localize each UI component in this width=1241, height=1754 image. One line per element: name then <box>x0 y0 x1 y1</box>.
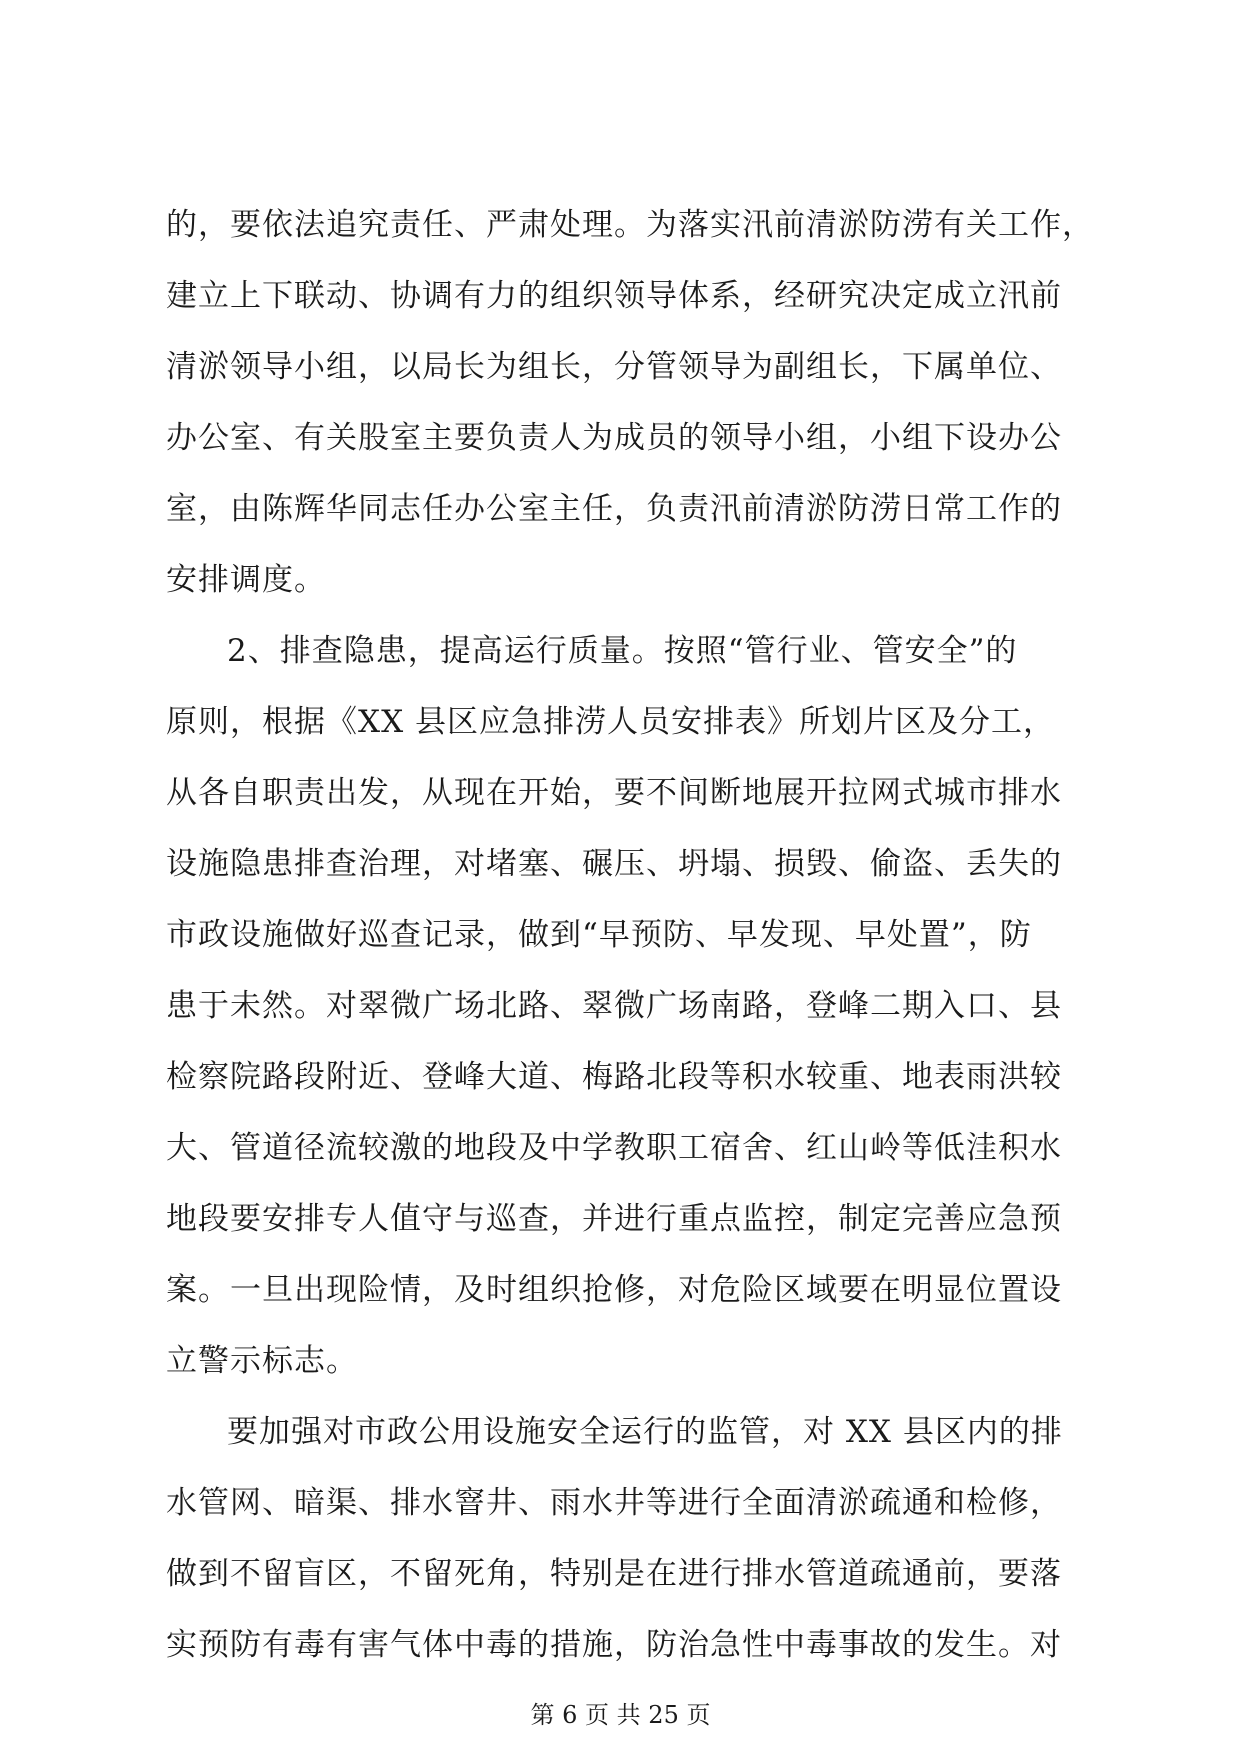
text-line: 立警示标志。 <box>166 1343 358 1379</box>
text-line: 室，由陈辉华同志任办公室主任，负责汛前清淤防涝日常工作的 <box>166 491 1062 527</box>
paragraph-first-line: 要加强对市政公用设施安全运行的监管，对 XX 县区内的排 <box>227 1414 1063 1450</box>
text-line: 安排调度。 <box>166 562 326 598</box>
text-line: 原则，根据《XX 县区应急排涝人员安排表》所划片区及分工， <box>166 704 1055 740</box>
paragraph-first-line: 2、排查隐患，提高运行质量。按照“管行业、管安全”的 <box>227 633 1018 669</box>
text-line: 从各自职责出发，从现在开始，要不间断地展开拉网式城市排水 <box>166 775 1062 811</box>
text-line: 水管网、暗渠、排水窨井、雨水井等进行全面清淤疏通和检修， <box>166 1485 1062 1521</box>
text-line: 清淤领导小组，以局长为组长，分管领导为副组长，下属单位、 <box>166 349 1062 385</box>
text-line: 患于未然。对翠微广场北路、翠微广场南路，登峰二期入口、县 <box>166 988 1062 1024</box>
text-line: 做到不留盲区，不留死角，特别是在进行排水管道疏通前，要落 <box>166 1556 1062 1592</box>
text-line: 检察院路段附近、登峰大道、梅路北段等积水较重、地表雨洪较 <box>166 1059 1062 1095</box>
text-line: 实预防有毒有害气体中毒的措施，防治急性中毒事故的发生。对 <box>166 1627 1062 1663</box>
text-line: 办公室、有关股室主要负责人为成员的领导小组，小组下设办公 <box>166 420 1062 456</box>
text-line: 地段要安排专人值守与巡查，并进行重点监控，制定完善应急预 <box>166 1201 1062 1237</box>
text-line: 设施隐患排查治理，对堵塞、碾压、坍塌、损毁、偷盗、丢失的 <box>166 846 1062 882</box>
text-line: 建立上下联动、协调有力的组织领导体系，经研究决定成立汛前 <box>166 278 1062 314</box>
text-line: 大、管道径流较激的地段及中学教职工宿舍、红山岭等低洼积水 <box>166 1130 1062 1166</box>
text-line: 的，要依法追究责任、严肃处理。为落实汛前清淤防涝有关工作， <box>166 207 1094 243</box>
page-number-footer: 第 6 页 共 25 页 <box>530 1701 711 1729</box>
text-line: 市政设施做好巡查记录，做到“早预防、早发现、早处置”，防 <box>166 917 1032 953</box>
text-line: 案。一旦出现险情，及时组织抢修，对危险区域要在明显位置设 <box>166 1272 1062 1308</box>
